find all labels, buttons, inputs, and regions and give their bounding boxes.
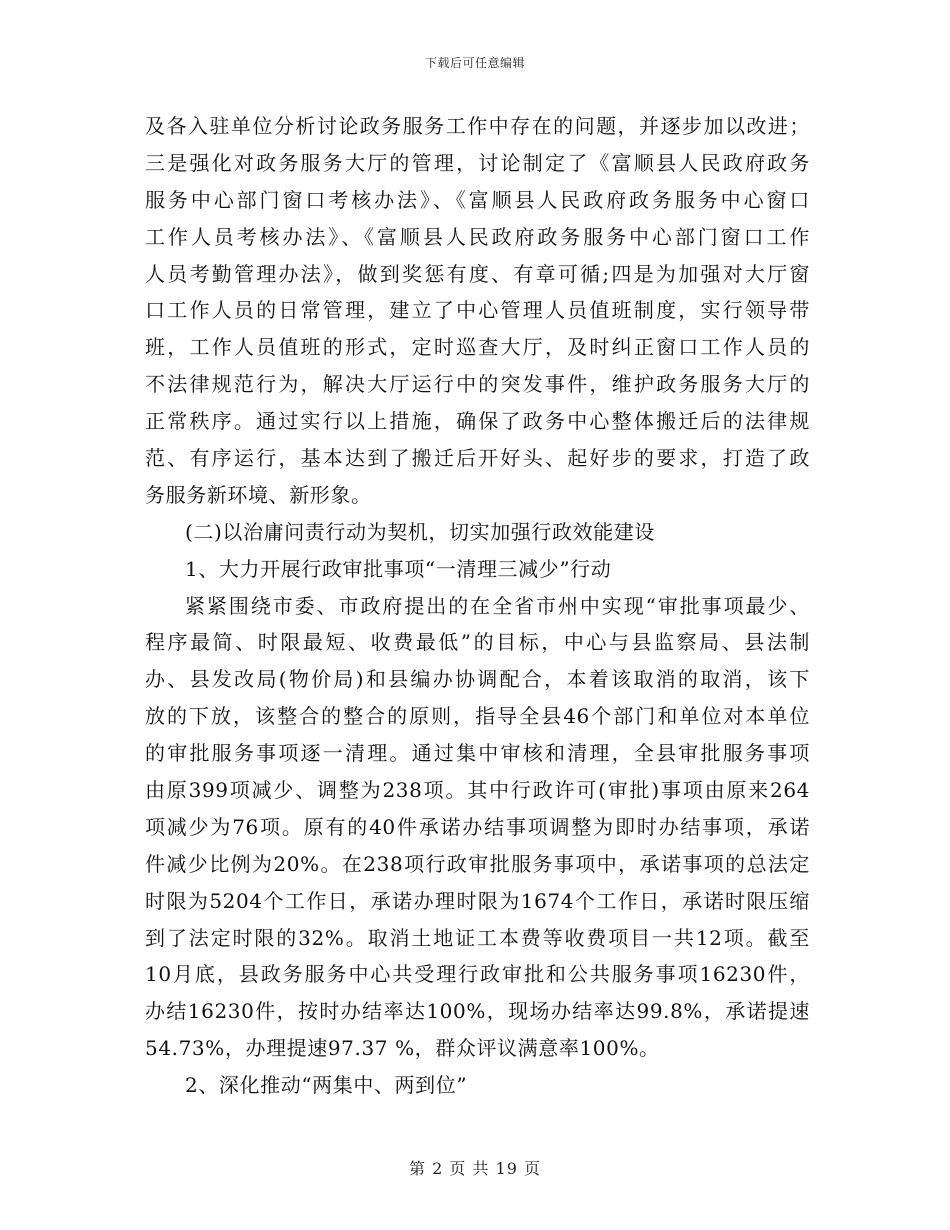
text-line: 三是强化对政务服务大厅的管理，讨论制定了《富顺县人民政府政务 <box>145 150 810 175</box>
text-line: 放的下放，该整合的整合的原则，指导全县46个部门和单位对本单位 <box>145 704 810 729</box>
text-line: 54.73%，办理提速97.37 %，群众评议满意率100%。 <box>145 1036 660 1061</box>
text-line: 务服务新环境、新形象。 <box>145 482 372 507</box>
page-header: 下载后可任意编辑 <box>424 56 525 70</box>
page-number-footer: 第 2 页 共 19 页 <box>409 1159 541 1178</box>
text-line: 项减少为76项。原有的40件承诺办结事项调整为即时办结事项，承诺 <box>145 814 810 839</box>
text-line: 班，工作人员值班的形式，定时巡查大厅，及时纠正窗口工作人员的 <box>145 335 810 360</box>
document-body <box>145 108 810 1104</box>
text-line: 及各入驻单位分析讨论政务服务工作中存在的问题，并逐步加以改进； <box>145 114 810 138</box>
text-line: 办结16230件，按时办结率达100%，现场办结率达99.8%，承诺提速 <box>145 999 810 1024</box>
text-line: 范、有序运行，基本达到了搬迁后开好头、起好步的要求，打造了政 <box>145 446 810 471</box>
text-line: 服务中心部门窗口考核办法》、《富顺县人民政府政务服务中心窗口 <box>145 187 810 212</box>
subsection-heading: 1、大力开展行政审批事项“一清理三减少”行动 <box>185 556 612 581</box>
text-line: 件减少比例为20%。在238项行政审批服务事项中，承诺事项的总法定 <box>145 851 810 876</box>
text-line: 工作人员考核办法》、《富顺县人民政府政务服务中心部门窗口工作 <box>145 224 810 249</box>
text-line: 办、县发改局(物价局)和县编办协调配合，本着该取消的取消，该下 <box>145 667 810 692</box>
text-line: 口工作人员的日常管理，建立了中心管理人员值班制度，实行领导带 <box>145 298 810 323</box>
text-line: 程序最简、时限最短、收费最低”的目标，中心与县监察局、县法制 <box>145 630 810 655</box>
subsection-heading: 2、深化推动“两集中、两到位” <box>185 1073 468 1098</box>
text-line: 时限为5204个工作日，承诺办理时限为1674个工作日，承诺时限压缩 <box>145 888 810 913</box>
text-line: 由原399项减少、调整为238项。其中行政许可(审批)事项由原来264 <box>145 778 810 803</box>
text-line: 的审批服务事项逐一清理。通过集中审核和清理，全县审批服务事项 <box>145 741 810 766</box>
text-line: 到了法定时限的32%。取消土地证工本费等收费项目一共12项。截至 <box>145 925 810 950</box>
text-line: 不法律规范行为，解决大厅运行中的突发事件，维护政务服务大厅的 <box>145 372 810 397</box>
text-line: 10月底，县政务服务中心共受理行政审批和公共服务事项16230件， <box>145 962 810 987</box>
section-heading: (二)以治庸问责行动为契机，切实加强行政效能建设 <box>185 519 656 544</box>
text-line: 人员考勤管理办法》，做到奖惩有度、有章可循;四是为加强对大厅窗 <box>145 261 810 286</box>
text-line: 紧紧围绕市委、市政府提出的在全省市州中实现“审批事项最少、 <box>185 593 810 618</box>
text-line: 正常秩序。通过实行以上措施，确保了政务中心整体搬迁后的法律规 <box>145 409 810 434</box>
